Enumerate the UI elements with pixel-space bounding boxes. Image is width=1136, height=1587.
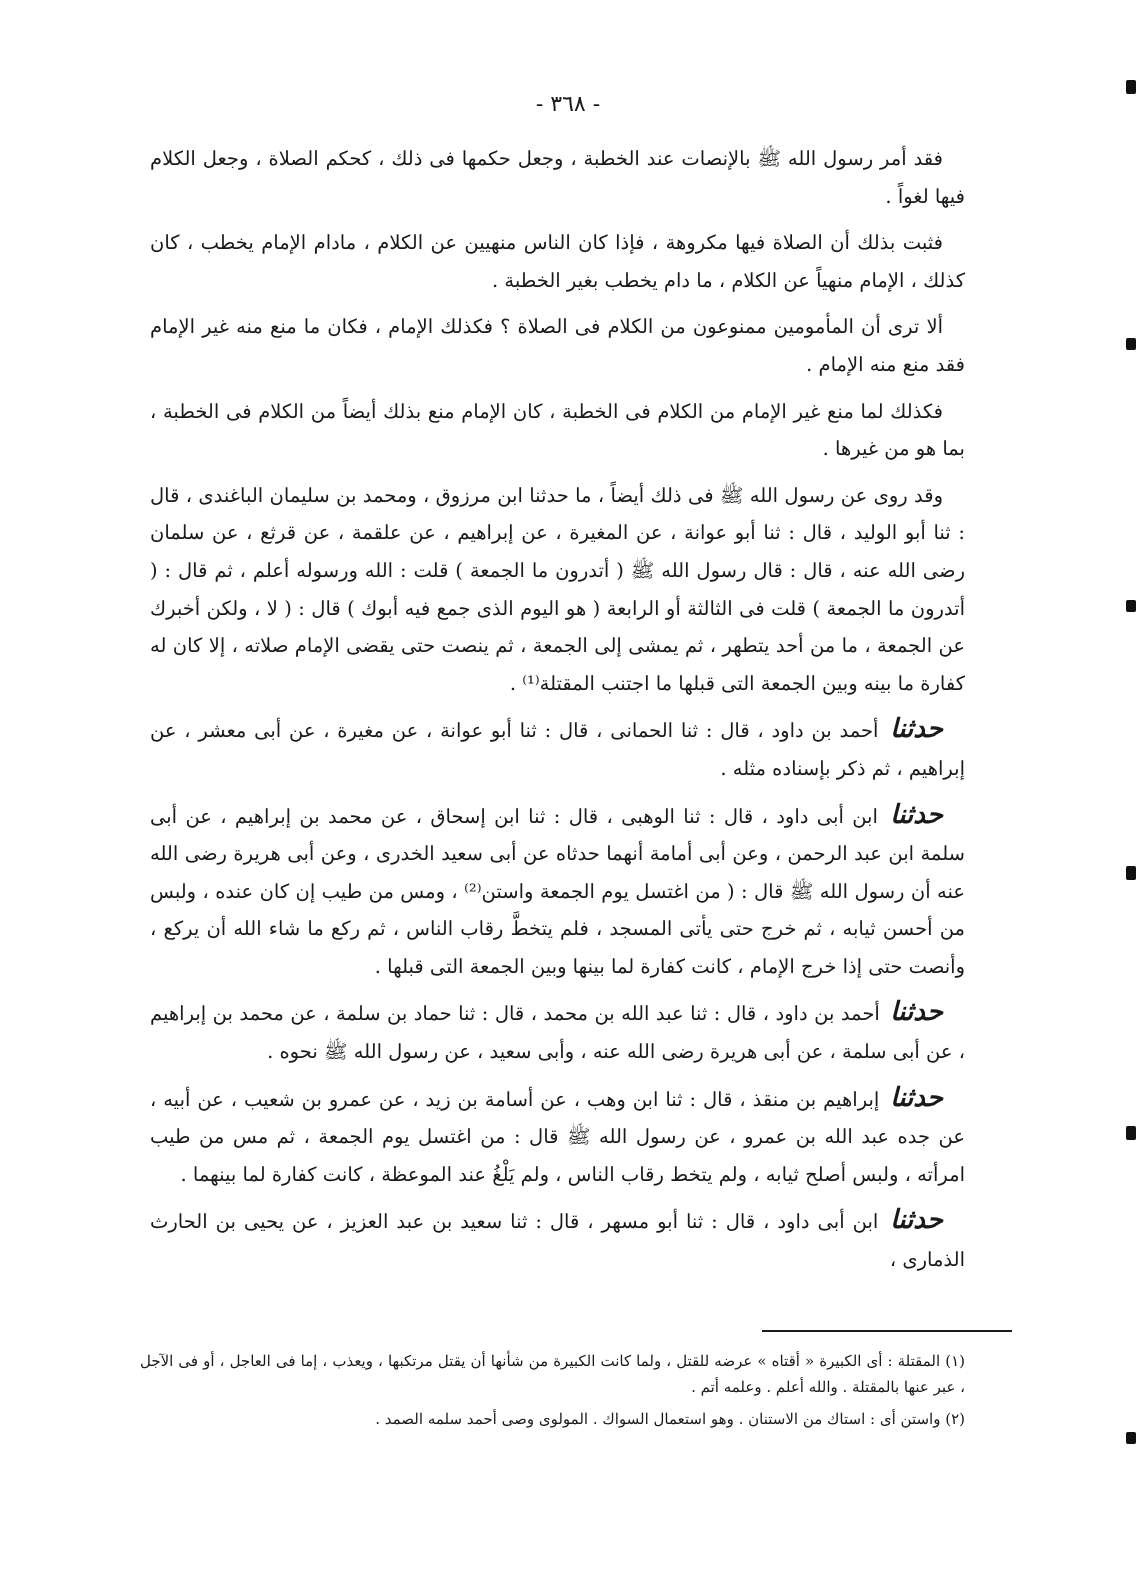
paragraph-text: فثبت بذلك أن الصلاة فيها مكروهة ، فإذا كان الناس منهيين عن الكلام ، مادام الإمام يخطب ، كان كذلك ، الإمام منهياً عن الكلام ، ما دام يخطب بغير الخطبة .	[150, 231, 965, 292]
footnote-divider	[762, 1330, 1012, 1332]
paragraph-text: فكذلك لما منع غير الإمام من الكلام فى الخطبة ، كان الإمام منع بذلك أيضاً من الكلام فى الخطبة ، بما هو من غيرها .	[150, 399, 965, 461]
scan-edge-mark	[1126, 338, 1136, 350]
paragraph-8	[150, 994, 965, 1070]
scan-edge-mark	[1126, 600, 1136, 612]
scan-edge-mark	[1126, 80, 1136, 94]
paragraph-2	[150, 224, 965, 299]
footnotes	[140, 1348, 965, 1438]
paragraph-4	[150, 393, 965, 468]
paragraph-5	[150, 477, 965, 703]
paragraph-text: فقد أمر رسول الله ﷺ بالإنصات عند الخطبة ، وجعل حكمها فى ذلك ، كحكم الصلاة ، وجعل الكلام فيها لغواً .	[150, 147, 965, 208]
paragraph-text: ابن أبى داود ، قال : ثنا الوهبى ، قال : ثنا ابن إسحاق ، عن محمد بن إبراهيم ، عن أبى سلمة ابن عبد الرحمن ، وعن أبى أمامة أنهما حدثاه عن أبى سعيد الخدرى ، وعن أبى هريرة رضى الله عنه أن رسول الله ﷺ قال : ( من اغتسل يوم الجمعة واستن⁽²⁾ ، ومس من طيب إن كان عنده ، ولبس من أحسن ثيابه ، ثم خرج حتى يأتى المسجد ، فلم يتخطَّ رقاب الناس ، ثم ركع ما شاء الله أن يركع ، وأنصت حتى إذا خرج الإمام ، كانت كفارة لما بينها وبين الجمعة التى قبلها .	[150, 804, 965, 978]
hadith-lead: حدثنا	[890, 1205, 943, 1236]
paragraph-10	[150, 1202, 965, 1278]
hadith-lead: حدثنا	[890, 799, 943, 830]
paragraph-text: وقد روى عن رسول الله ﷺ فى ذلك أيضاً ، ما حدثنا ابن مرزوق ، ومحمد بن سليمان الباغندى ، قال : ثنا أبو الوليد ، قال : ثنا أبو عوانة ، عن المغيرة ، عن إبراهيم ، عن علقمة ، عن قرثع ، عن سلمان رضى الله عنه ، قال : قال رسول الله ﷺ ( أتدرون ما الجمعة ) قلت : الله ورسوله أعلم ، ثم قال : ( أتدرون ما الجمعة ) قلت فى الثالثة أو الرابعة ( هو اليوم الذى جمع فيه أبوك ) قال : ( لا ، ولكن أخبرك عن الجمعة ، ما من أحد يتطهر ، ثم يمشى إلى الجمعة ، ثم ينصت حتى يقضى الإمام صلاته ، إلا كان له كفارة ما بينه وبين الجمعة التى قبلها ما اجتنب المقتلة⁽¹⁾ .	[150, 483, 966, 695]
scan-edge-mark	[1126, 1432, 1136, 1444]
scan-edge-mark	[1126, 1126, 1136, 1140]
paragraph-3	[150, 308, 965, 383]
paragraph-text: أحمد بن داود ، قال : ثنا الحمانى ، قال : ثنا أبو عوانة ، عن مغيرة ، عن أبى معشر ، عن إبراهيم ، ثم ذكر بإسناده مثله .	[150, 719, 965, 780]
hadith-lead: حدثنا	[890, 1082, 943, 1113]
paragraph-text: ألا ترى أن المأمومين ممنوعون من الكلام فى الصلاة ؟ فكذلك الإمام ، فكان ما منع منه غير الإمام فقد منع منه الإمام .	[150, 315, 965, 376]
paragraph-9	[150, 1080, 965, 1194]
paragraph-text: أحمد بن داود ، قال : ثنا عبد الله بن محمد ، قال : ثنا حماد بن سلمة ، عن محمد بن إبراهيم ، عن أبى سلمة ، عن أبى هريرة رضى الله عنه ، وأبى سعيد ، عن رسول الله ﷺ نحوه .	[150, 1002, 965, 1064]
paragraph-7	[150, 797, 965, 986]
paragraph-text: إبراهيم بن منقذ ، قال : ثنا ابن وهب ، عن أسامة بن زيد ، عن عمرو بن شعيب ، عن أبيه ، عن جده عبد الله بن عمرو ، عن رسول الله ﷺ قال : من اغتسل يوم الجمعة ، ثم مس من طيب امرأته ، ولبس أصلح ثيابه ، ولم يتخط رقاب الناس ، ولم يَلْغُ عند الموعظة ، كانت كفارة لما بينهما .	[150, 1087, 965, 1186]
page-number: - ٣٦٨ -	[535, 92, 601, 117]
hadith-lead: حدثنا	[890, 997, 943, 1028]
scan-edge-mark	[1126, 866, 1136, 880]
paragraph-1	[150, 140, 965, 215]
footnote-2: (٢) واستن أى : استاك من الاستنان . وهو استعمال السواك . المولوى وصى أحمد سلمه الصمد .	[375, 1410, 965, 1428]
paragraph-6	[150, 711, 965, 787]
body-text	[150, 140, 965, 1288]
paragraph-text: ابن أبى داود ، قال : ثنا أبو مسهر ، قال : ثنا سعيد بن عبد العزيز ، عن يحيى بن الحارث الذمارى ،	[150, 1210, 965, 1272]
footnote-1: (١) المقتلة : أى الكبيرة « أقتاه » عرضه للقتل ، ولما كانت الكبيرة من شأنها أن يقتل مرتكبها ، ويعذب ، إما فى العاجل ، أو فى الآجل ، عبر عنها بالمقتلة . والله أعلم . وعلمه أتم .	[140, 1352, 965, 1396]
hadith-lead: حدثنا	[890, 714, 943, 745]
